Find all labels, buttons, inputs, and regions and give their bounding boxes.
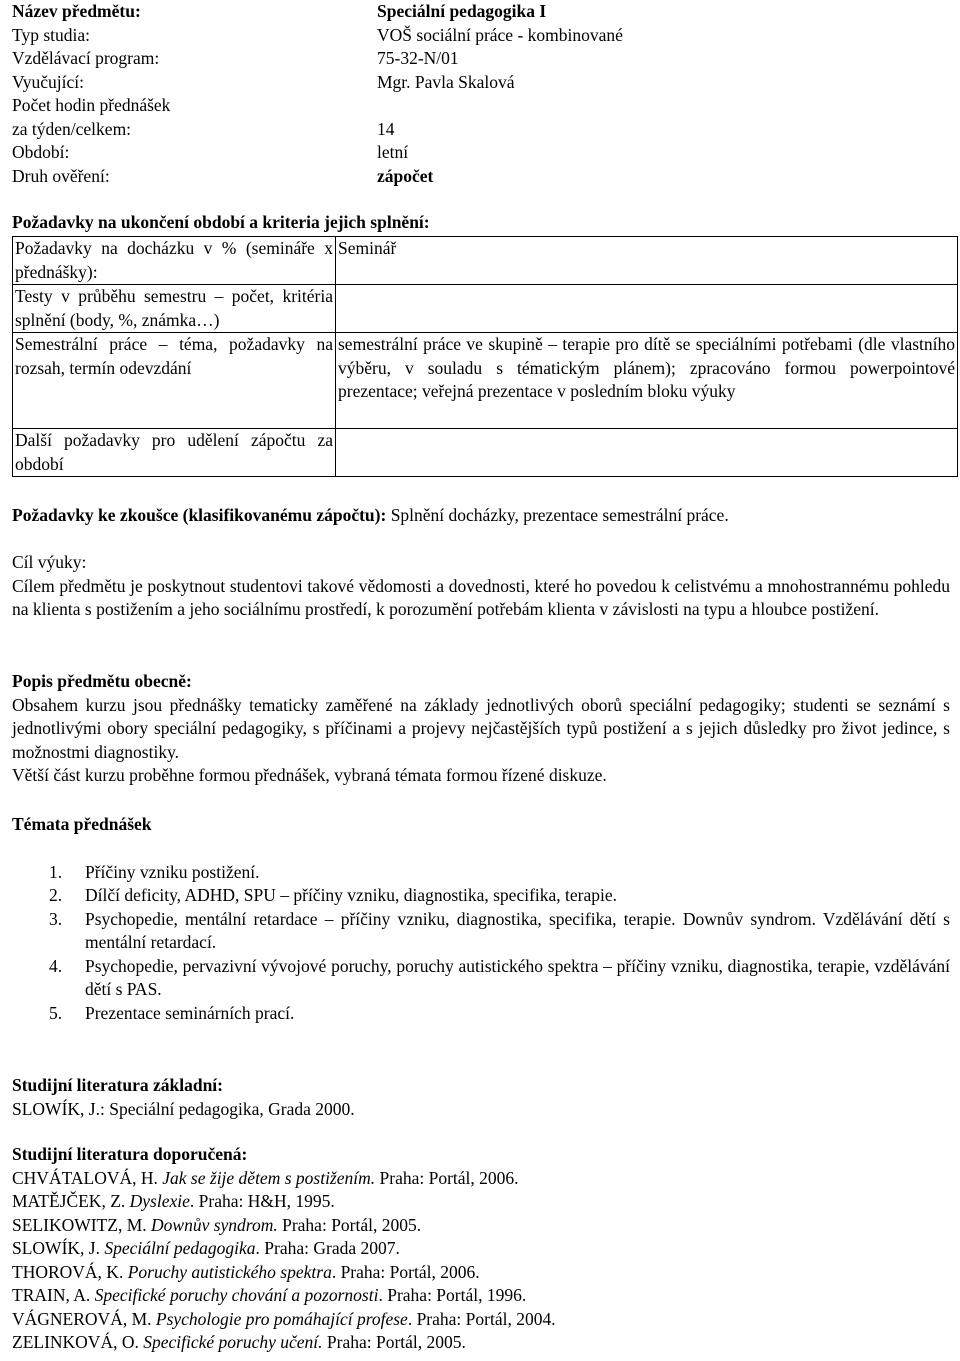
list-item [12, 955, 950, 1002]
info-value: Speciální pedagogika I [377, 1, 547, 21]
description-paragraph: Větší část kurzu proběhne formou přednášek, vybraná témata formou řízené diskuze. [12, 765, 607, 785]
requirement-label: Požadavky na docházku v % (semináře x přednášky): [13, 237, 336, 285]
literature-item [12, 1237, 950, 1261]
list-text: Prezentace seminárních prací. [85, 1002, 295, 1023]
requirements-table [12, 236, 958, 477]
info-row [12, 141, 712, 165]
info-row [12, 165, 712, 189]
list-item [12, 908, 950, 955]
literature-publisher: . Praha: Portál, 2004. [407, 1308, 556, 1329]
literature-author: MATĚJČEK, Z. [12, 1191, 130, 1211]
literature-item [12, 1331, 950, 1355]
info-row [12, 71, 712, 95]
requirement-value: Seminář [336, 237, 958, 285]
requirement-value: semestrální práce ve skupině – terapie pro dítě se speciálními potřebami (dle vlastního výběru, v souladu s tématickým plánem); zpracováno formou powerpointové prezentace; veřejná prezentace v posledním bloku výuky [336, 333, 958, 429]
info-value: 14 [377, 118, 395, 139]
literature-author: SLOWÍK, J. [12, 1238, 105, 1258]
literature-title: Dyslexie [129, 1191, 190, 1211]
requirements-heading: Požadavky na ukončení období a kriteria jejich splnění: [12, 212, 430, 232]
topics-heading: Témata přednášek [12, 814, 152, 834]
literature-recommended-heading: Studijní literatura doporučená: [12, 1144, 248, 1164]
literature-publisher: . Praha: Portál, 1996. [378, 1285, 527, 1305]
requirement-value [336, 429, 958, 477]
literature-author: ZELINKOVÁ, O. [12, 1332, 144, 1352]
info-value: zápočet [377, 165, 434, 186]
list-number: 2. [49, 885, 63, 905]
info-label: Období: [12, 142, 70, 162]
goal-text: Cílem předmětu je poskytnout studentovi takové vědomosti a dovednosti, které ho povedou k celistvému a mnohostrannému pohledu na klienta s postižením a jeho sociálnímu prostředí, k porozumění potřebám klienta v závislosti na typu a hloubce postižení. [12, 575, 950, 619]
literature-author: TRAIN, A. [12, 1285, 95, 1305]
list-number: 4. [49, 955, 63, 976]
list-text: Příčiny vzniku postižení. [85, 861, 260, 882]
literature-author: VÁGNEROVÁ, M. [12, 1308, 156, 1329]
list-item [12, 861, 950, 885]
literature-publisher: . Praha: Portál, 2006. [331, 1261, 480, 1282]
literature-item [12, 1167, 950, 1191]
literature-publisher: . Praha: Grada 2007. [255, 1238, 400, 1258]
info-row [12, 94, 712, 118]
list-item [12, 1002, 950, 1026]
info-label: Typ studia: [12, 24, 91, 45]
info-label: Vzdělávací program: [12, 48, 160, 68]
list-number: 5. [49, 1002, 63, 1023]
literature-item [12, 1284, 950, 1308]
info-label: Vyučující: [12, 71, 84, 92]
requirement-label: Další požadavky pro udělení zápočtu za období [13, 429, 336, 477]
info-value: Mgr. Pavla Skalová [377, 71, 515, 92]
literature-item [12, 1190, 950, 1214]
table-row [13, 285, 958, 333]
literature-author: CHVÁTALOVÁ, H. [12, 1167, 163, 1188]
literature-basic-text: SLOWÍK, J.: Speciální pedagogika, Grada 2000. [12, 1098, 355, 1119]
course-info [12, 0, 712, 188]
info-row [12, 0, 712, 24]
info-value: VOŠ sociální práce - kombinované [377, 24, 623, 45]
description-paragraph: Obsahem kurzu jsou přednášky tematicky zaměřené na základy jednotlivých oborů speciální pedagogiky; studenti se seznámí s jednotlivými obory speciální pedagogiky, s příčinami a projevy nejčastějších typů postižení a s jejich důsledky pro život jedince, s možnostmi diagnostiky. [12, 694, 950, 762]
table-row [13, 237, 958, 285]
topics-list [12, 861, 950, 1026]
description-heading: Popis předmětu obecně: [12, 671, 192, 691]
exam-label: Požadavky ke zkoušce (klasifikovanému zápočtu): [12, 505, 387, 525]
info-label: Počet hodin přednášek [12, 95, 171, 115]
requirement-label: Testy v průběhu semestru – počet, kritéria splnění (body, %, známka…) [13, 285, 336, 333]
literature-title: Psychologie pro pomáhající profese [155, 1308, 408, 1329]
literature-recommended [12, 1143, 950, 1355]
table-row [13, 333, 958, 429]
literature-publisher: . Praha: H&H, 1995. [189, 1191, 335, 1211]
literature-author: SELIKOWITZ, M. [12, 1214, 152, 1235]
literature-title: Poruchy autistického spektra [127, 1261, 332, 1282]
info-row [12, 118, 712, 142]
info-label: Druh ověření: [12, 165, 110, 186]
info-row [12, 47, 712, 71]
exam-text: Splnění docházky, prezentace semestrální práce. [386, 505, 729, 525]
literature-title: Specifické poruchy učení. [143, 1332, 323, 1352]
info-label: za týden/celkem: [12, 118, 132, 139]
literature-item [12, 1308, 950, 1332]
literature-title: Speciální pedagogika [104, 1238, 256, 1258]
table-row [13, 429, 958, 477]
list-text: Dílčí deficity, ADHD, SPU – příčiny vzniku, diagnostika, specifika, terapie. [85, 885, 618, 905]
literature-publisher: Praha: Portál, 2005. [322, 1332, 466, 1352]
literature-author: THOROVÁ, K. [12, 1261, 128, 1282]
list-number: 1. [49, 861, 63, 882]
list-text: Psychopedie, mentální retardace – příčiny vzniku, diagnostika, specifika, terapie. Downův syndrom. Vzdělávání dětí s mentální retardací. [85, 908, 950, 952]
info-value: letní [377, 142, 409, 162]
literature-item [12, 1214, 950, 1238]
topics-section [12, 813, 950, 1025]
list-number: 3. [49, 908, 63, 929]
goal-heading: Cíl výuky: [12, 552, 87, 572]
literature-title: Jak se žije dětem s postižením. [162, 1167, 376, 1188]
literature-publisher: Praha: Portál, 2005. [277, 1214, 422, 1235]
info-value: 75-32-N/01 [377, 48, 459, 68]
list-item [12, 884, 950, 908]
literature-publisher: Praha: Portál, 2006. [375, 1167, 519, 1188]
description-section [12, 670, 950, 788]
goal-section [12, 551, 950, 622]
list-text: Psychopedie, pervazivní vývojové poruchy, poruchy autistického spektra – příčiny vzniku, diagnostika, terapie, vzdělávání dětí s PAS. [85, 955, 950, 999]
literature-item [12, 1261, 950, 1285]
info-label: Název předmětu: [12, 1, 141, 21]
literature-basic-heading: Studijní literatura základní: [12, 1075, 223, 1095]
literature-title: Specifické poruchy chování a pozornosti [94, 1285, 379, 1305]
exam-requirements [12, 504, 950, 528]
requirement-label: Semestrální práce – téma, požadavky na rozsah, termín odevzdání [13, 333, 336, 429]
literature-title: Downův syndrom. [151, 1214, 278, 1235]
info-row [12, 24, 712, 48]
literature-basic [12, 1074, 950, 1121]
requirement-value [336, 285, 958, 333]
